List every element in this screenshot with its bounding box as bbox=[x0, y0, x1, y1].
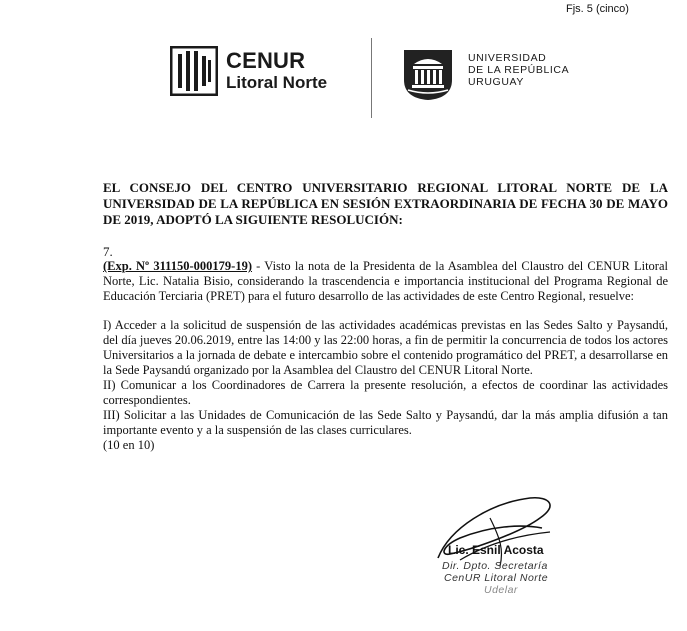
resolution-item-2: II) Comunicar a los Coordinadores de Carrera la presente resolución, a efectos de coordinar las actividades correspondientes. bbox=[103, 378, 668, 407]
udelar-name bbox=[468, 52, 569, 88]
signature-stamp bbox=[442, 560, 548, 596]
signatory-name: Lic. Esnil Acosta bbox=[448, 543, 544, 557]
signature-block bbox=[430, 488, 630, 608]
intro-text: - Visto la nota de la Presidenta de la Asamblea del Claustro del CENUR Litoral Norte, Lic. Natalia Bisio, considerando la trascendencia e importancia institucional del Programa Regional de Educación Terciaria (PRET) para el futuro desarrollo de las actividades de este Centro Regional, resuelve: bbox=[103, 259, 668, 303]
resolution-body bbox=[103, 244, 668, 453]
expedient-number: (Exp. Nº 311150-000179-19) bbox=[103, 259, 252, 273]
resolution-number: 7. bbox=[103, 244, 113, 259]
resolution-intro bbox=[103, 259, 668, 304]
stamp-line: Dir. Dpto. Secretaría bbox=[442, 560, 548, 572]
logo-divider bbox=[371, 38, 372, 118]
udelar-line: URUGUAY bbox=[468, 76, 524, 88]
resolution-item-1: I) Acceder a la solicitud de suspensión de las actividades académicas previstas en las Sedes Salto y Paysandú, del día jueves 20.06.2019, entre las 14:00 y las 22:00 horas, a fin de permitir la concurrencia de todos los actores Universitarios a la jornada de debate e intercambio sobre el contenido programático del PRET, a desarrollarse en la Sede Paysandú organizado por la Asamblea del Claustro del CENUR Litoral Norte. bbox=[103, 318, 668, 377]
resolution-heading: EL CONSEJO DEL CENTRO UNIVERSITARIO REGIONAL LITORAL NORTE DE LA UNIVERSIDAD DE LA REPÚBLICA EN SESIÓN EXTRAORDINARIA DE FECHA 30 DE MAYO DE 2019, ADOPTÓ LA SIGUIENTE RESOLUCIÓN: bbox=[103, 180, 668, 227]
udelar-line: UNIVERSIDAD bbox=[468, 52, 547, 64]
cenur-name: CENUR bbox=[226, 48, 306, 73]
resolution-item-3: III) Solicitar a las Unidades de Comunicación de las Sede Salto y Paysandú, dar la más amplia difusión a tan importante evento y a la suspensión de las clases curriculares. bbox=[103, 408, 668, 437]
cenur-subtitle: Litoral Norte bbox=[226, 73, 328, 92]
udelar-seal-icon bbox=[400, 46, 456, 102]
stamp-line: CenUR Litoral Norte bbox=[444, 572, 549, 584]
cenur-logo-icon bbox=[170, 46, 218, 96]
folio-number: Fjs. 5 (cinco) bbox=[566, 3, 629, 15]
stamp-line: Udelar bbox=[484, 584, 518, 596]
udelar-line: DE LA REPÚBLICA bbox=[468, 64, 570, 76]
header-logos bbox=[170, 38, 590, 118]
vote-count: (10 en 10) bbox=[103, 438, 155, 452]
